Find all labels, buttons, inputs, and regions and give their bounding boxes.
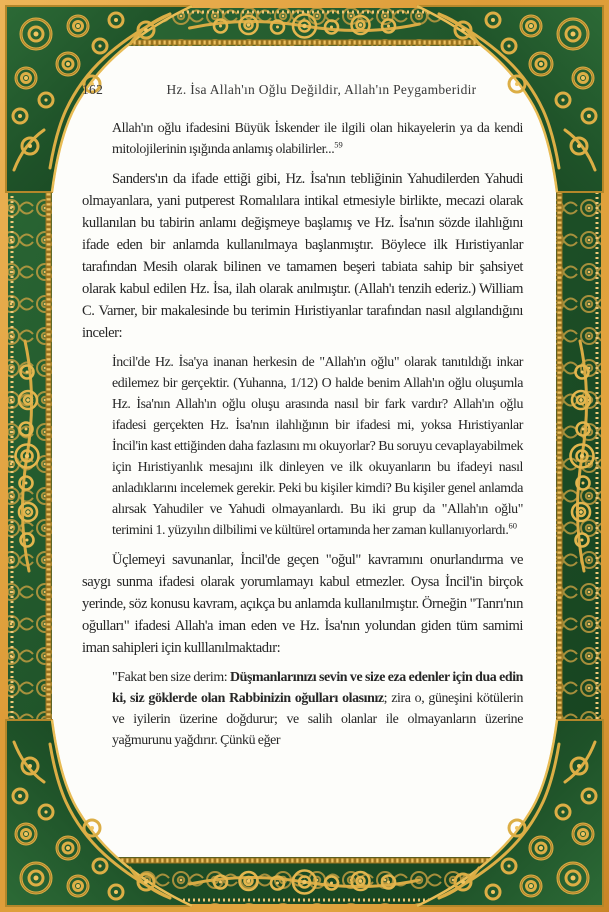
quote-3-rest: ; zira o, güneşini kötülerin ve iyilerin üzerine doğdurur; ve salih olanlar ile olmayanların üzerine yağmurunu yağdırır. Çünkü eğer [112, 691, 523, 748]
page-number: 162 [82, 82, 104, 97]
quote-block-2 [112, 352, 523, 541]
paragraph-sanders: Sanders'ın da ifade ettiği gibi, Hz. İsa'nın tebliğinin Yahudilerden Yahudi olmayanlara, yani putperest Romalılara intikal etmesiyle birlikte, mecazi olarak kullanılan bu tabirin anlamı değişmeye başlamış ve Hz. İsa'nın sözde ilahlığını ifade eden bir anlamda kullanılmaya başlanmıştır. Böylece ilk Hıristiyanlar tarafından Mesih olarak bilinen ve tamamen beşeri tabiata sahip bir şahsiyet olarak kabul edilen Hz. İsa, ilah olarak anılmıştır. (Allah'ı tenzih ederiz.) William C. Varner, bir makalesinde bu terimin Hıristiyanlar tarafından nasıl algılandığını inceler: [82, 171, 523, 341]
page-text-area [52, 46, 556, 857]
footnote-ref-60: 60 [508, 520, 517, 531]
quote-block-3 [112, 667, 523, 751]
page-header [82, 82, 523, 98]
quote-3-opening: "Fakat ben size derim: [112, 670, 230, 685]
quote-2-text: İncil'de Hz. İsa'ya inanan herkesin de "Allah'ın oğlu" olarak tanıtıldığı inkar edilemez bir gerçektir. (Yuhanna, 1/12) O halde benim Allah'ın oğlu oluşumla Hz. İsa'nın Allah'ın oğlu oluşu arasında nasıl bir fark vardır? Allah'ın oğlu ifadesi gerçekten Hz. İsa'nın ilahlığının bir ifadesi mi, yoksa Hıristiyanlar İncil'in kast ettiğinden daha fazlasını mı okuyorlar? Bu soruyu cevaplayabilmek için Hıristiyanlık mesajını ilk dinleyen ve ilk okuyanların bu ifadeyi nasıl anladıklarını incelemek gerekir. Peki bu kişiler kimdi? Bu kişiler genel anlamda alırsak Yahudiler ve Yahudi olmayanlardı. Bu iki grup da "Allah'ın oğlu" terimini 1. yüzyılın dilbilimi ve kültürel ortamında her zaman kullanıyorlardı. [112, 355, 523, 538]
quote-3-bold-text: Düşmanlarınızı sevin ve size eza edenler için dua edin ki, siz göklerde olan Rabbinizin oğulları olasınız [112, 670, 523, 706]
quote-1-text: Allah'ın oğlu ifadesini Büyük İskender ile ilgili olan hikayelerin ya da kendi mitolojilerinin ışığında anlamış olabilirler... [112, 121, 523, 157]
paragraph-uclemeyi: Üçlemeyi savunanlar, İncil'de geçen "oğul" kavramını onurlandırma ve saygı sunma ifadesi olarak yorumlamayı kabul etmezler. Oysa İncil'in birçok yerinde, söz konusu kavram, açıkça bu anlamda kullanılmıştır. Örneğin "Tanrı'nın oğulları" ifadesi Allah'a iman eden ve Hz. İsa'nın yolundan giden tüm samimi iman sahipleri için kulllanılmaktadır: [82, 552, 523, 656]
chapter-title: Hz. İsa Allah'ın Oğlu Değildir, Allah'ın Peygamberidir [166, 82, 477, 97]
footnote-ref-59: 59 [334, 139, 343, 150]
quote-block-1 [112, 118, 523, 160]
